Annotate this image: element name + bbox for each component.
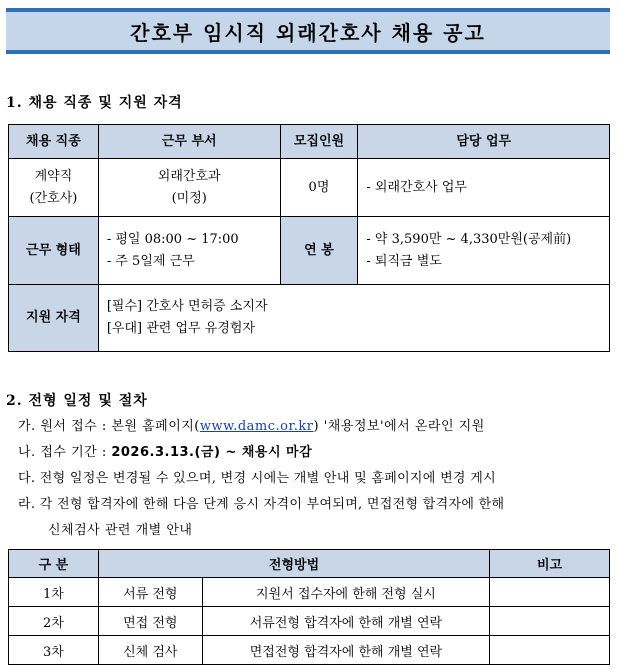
item-d-line1: 라. 각 전형 합격자에 한해 다음 단계 응시 자격이 부여되며, 면접전형 합격자에 한해 [18, 497, 505, 512]
section1-heading: 1. 채용 직종 및 지원 자격 [6, 95, 183, 111]
duty-cell: - 외래간호사 업무 [358, 159, 610, 217]
desc-cell: 지원서 접수자에 한해 전형 실시 [202, 578, 489, 607]
work-line2: - 주 5일제 근무 [106, 253, 195, 269]
method-cell: 면접 전형 [98, 607, 202, 636]
note-cell [490, 578, 610, 607]
table-row [9, 636, 610, 665]
homepage-link[interactable]: www.damc.or.kr [199, 419, 314, 434]
item-a-suffix: ) '채용정보'에서 온라인 지원 [313, 419, 485, 434]
item-d-line2: 신체검사 관련 개별 안내 [48, 523, 193, 538]
salary-cell [358, 217, 610, 285]
item-a [18, 415, 485, 434]
item-c: 다. 전형 일정은 변경될 수 있으며, 변경 시에는 개별 안내 및 홈페이지에 변경 게시 [18, 471, 496, 486]
note-cell [490, 607, 610, 636]
method-cell: 서류 전형 [98, 578, 202, 607]
screening-table [8, 549, 610, 665]
stage-cell: 3차 [9, 636, 99, 665]
work-type-label: 근무 형태 [9, 217, 99, 285]
job-type-line2: (간호사) [29, 190, 78, 206]
dept-cell [98, 159, 280, 217]
section2-heading: 2. 전형 일정 및 절차 [6, 393, 148, 409]
page-title: 간호부 임시직 외래간호사 채용 공고 [130, 20, 486, 45]
qual-line2: [우대] 관련 업무 유경험자 [106, 321, 255, 336]
header-count: 모집인원 [280, 125, 358, 159]
header-method: 전형방법 [98, 550, 489, 578]
desc-cell: 면접전형 합격자에 한해 개별 연락 [202, 636, 489, 665]
title-banner [6, 8, 610, 54]
work-line1: - 평일 08:00 ~ 17:00 [106, 231, 239, 247]
dept-line1: 외래간호과 [157, 168, 221, 184]
table-row [9, 607, 610, 636]
header-job-type: 채용 직종 [9, 125, 99, 159]
salary-line1: - 약 3,590만 ~ 4,330만원(공제前) [366, 231, 572, 247]
header-duty: 담당 업무 [358, 125, 610, 159]
job-type-cell [9, 159, 99, 217]
dept-line2: (미정) [171, 190, 207, 206]
header-stage: 구 분 [9, 550, 99, 578]
application-period: 2026.3.13.(금) ~ 채용시 마감 [111, 445, 313, 460]
count-cell: 0명 [280, 159, 358, 217]
header-dept: 근무 부서 [98, 125, 280, 159]
method-cell: 신체 검사 [98, 636, 202, 665]
table-row [9, 578, 610, 607]
recruitment-table [8, 124, 610, 352]
stage-cell: 2차 [9, 607, 99, 636]
stage-cell: 1차 [9, 578, 99, 607]
salary-line2: - 퇴직금 별도 [366, 253, 442, 269]
qual-line1: [필수] 간호사 면허증 소지자 [106, 299, 268, 314]
header-note: 비고 [490, 550, 610, 578]
qualification-label: 지원 자격 [9, 285, 99, 352]
qualification-cell [98, 285, 609, 352]
item-b [18, 441, 312, 460]
work-type-cell [98, 217, 280, 285]
desc-cell: 서류전형 합격자에 한해 개별 연락 [202, 607, 489, 636]
item-b-prefix: 나. 접수 기간 : [18, 445, 112, 460]
note-cell [490, 636, 610, 665]
salary-label: 연 봉 [280, 217, 358, 285]
job-type-line1: 계약직 [34, 168, 73, 184]
item-a-prefix: 가. 원서 접수 : 본원 홈페이지( [18, 419, 200, 434]
